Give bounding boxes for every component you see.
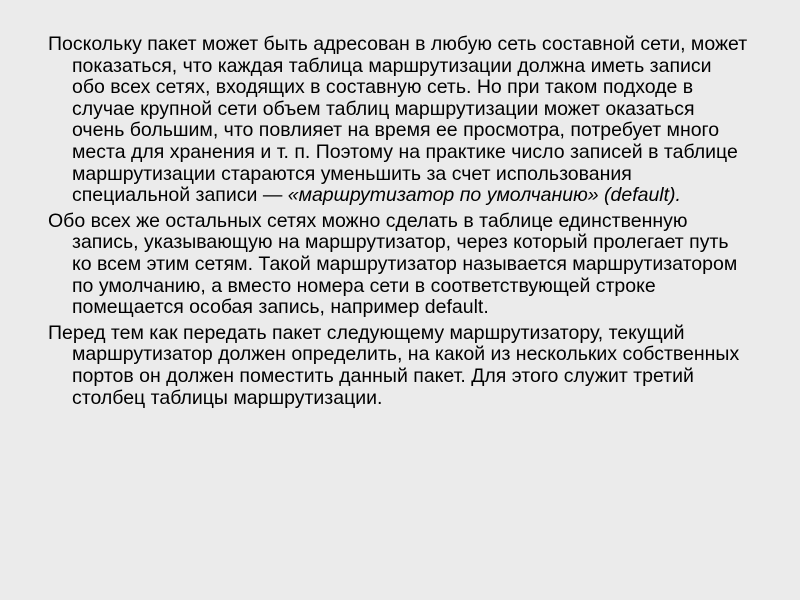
paragraph-port-selection [48,323,748,409]
default-router-term: «маршрутизатор по умолчанию» (default). [287,184,681,207]
paragraph-text: Обо всех же остальных сетях можно сделать в таблице единственную запись, указывающую на маршрутизатор, через который пролегает путь ко всем этим сетям. Такой маршрутизатор называется маршрутизатором по умолчанию, а вместо номера сети в соответствующей строке помещается особая запись, например default. [48,209,738,319]
paragraph-default-router-intro [48,34,748,207]
paragraph-text: Поскольку пакет может быть адресован в любую сеть составной сети, может показаться, что каждая таблица маршрутизации должна иметь записи обо всех сетях, входящих в составную сеть. Но при таком подходе в случае крупной сети объем таблиц маршрутизации может оказаться очень большим, что повлияет на время ее просмотра, потребует много места для хранения и т. п. Поэтому на практике число записей в таблице маршрутизации стараются уменьшить за счет использования специальной записи — [48,33,748,207]
slide-text-body [48,34,748,413]
paragraph-text: Перед тем как передать пакет следующему маршрутизатору, текущий маршрутизатор должен определить, на какой из нескольких собственных портов он должен поместить данный пакет. Для этого служит третий столбец таблицы маршрутизации. [48,321,740,409]
paragraph-other-networks [48,211,748,319]
